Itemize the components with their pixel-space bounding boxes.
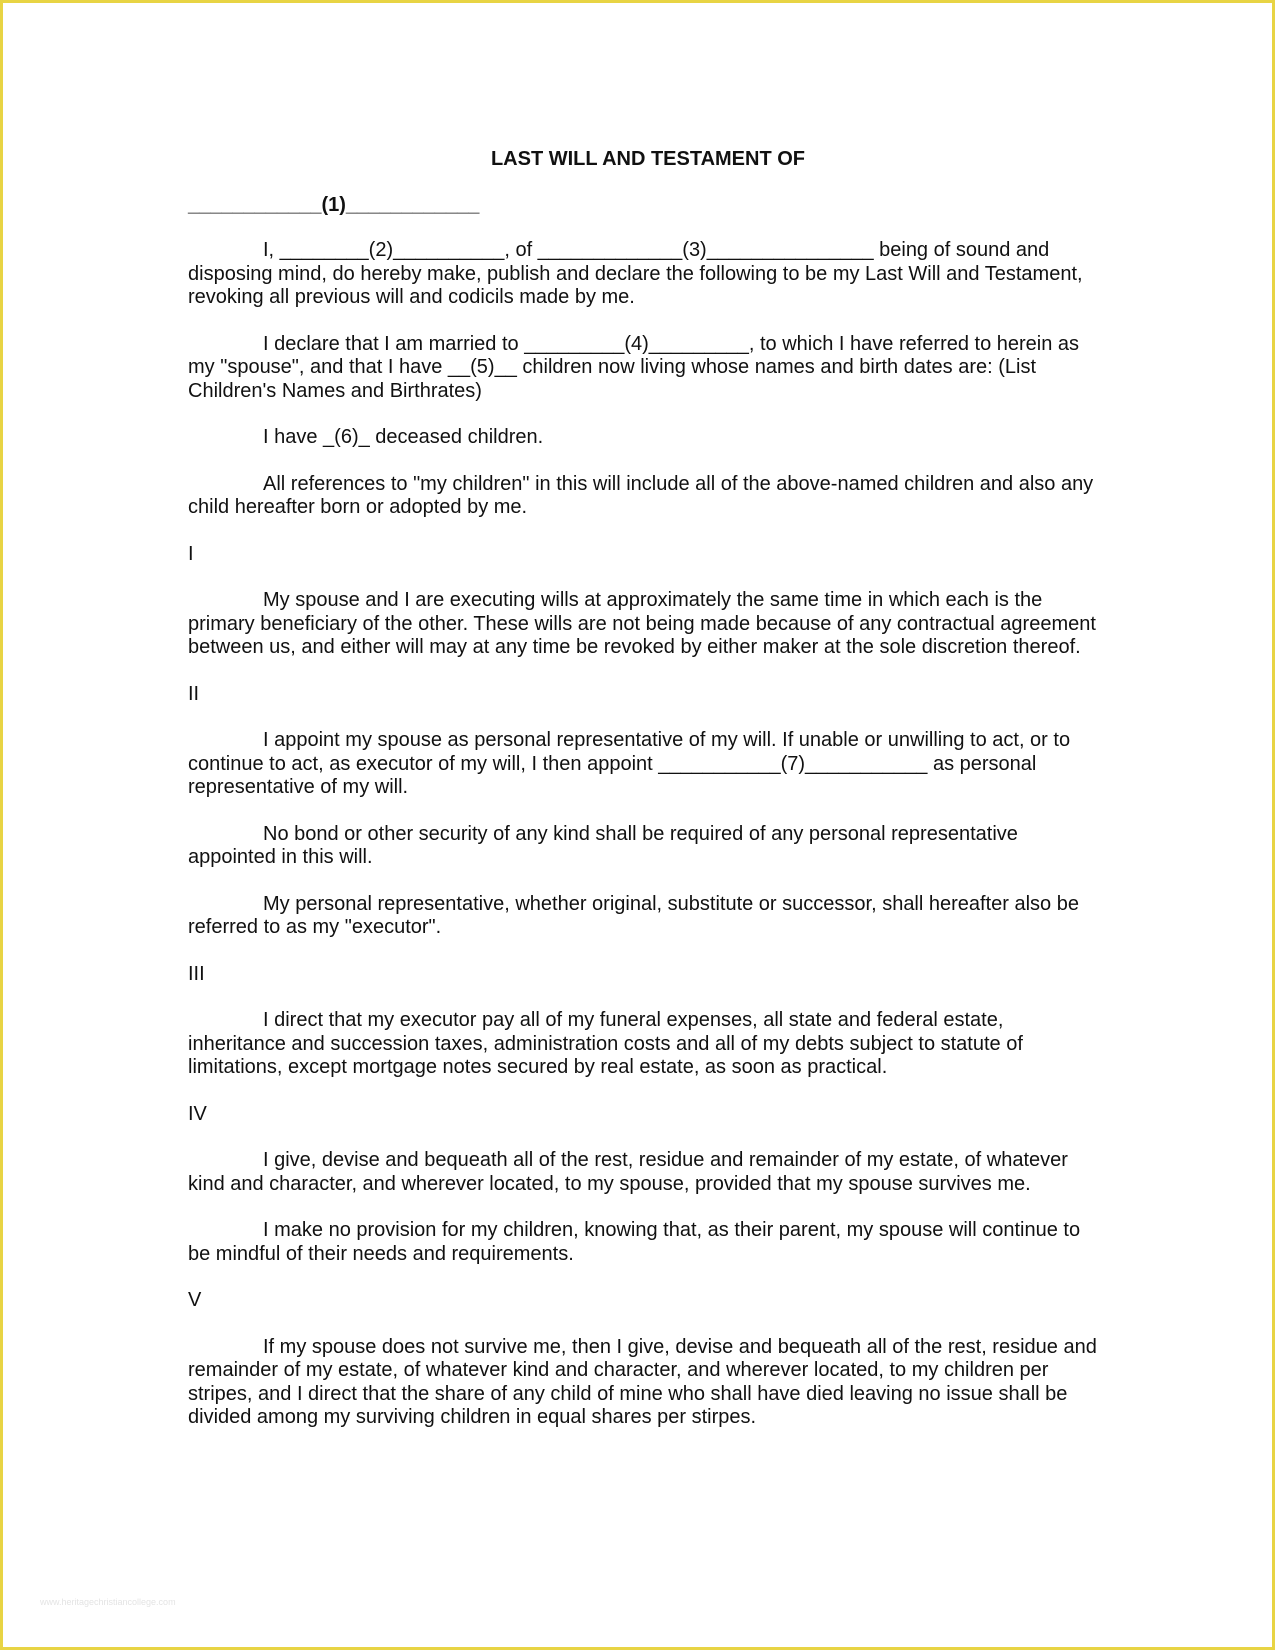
paragraph-appoint-representative: I appoint my spouse as personal representative of my will. If unable or unwilling to act, or to continue to act, as executor of my will, I then appoint ___________(7)___________ as personal representative of my will. xyxy=(188,729,1071,798)
document-page xyxy=(188,148,1100,1453)
watermark: www.heritagechristiancollege.com xyxy=(40,1597,176,1607)
paragraph-no-provision-children: I make no provision for my children, knowing that, as their parent, my spouse will continue to be mindful of their needs and requirements. xyxy=(188,1219,1081,1265)
paragraph-executor-definition: My personal representative, whether original, substitute or successor, shall hereafter also be referred to as my "executor". xyxy=(188,892,1079,938)
section-heading-3: III xyxy=(188,962,205,985)
paragraph-no-bond: No bond or other security of any kind shall be required of any personal representative appointed in this will. xyxy=(188,822,1018,868)
section-heading-5: V xyxy=(188,1289,202,1311)
paragraph-declaration: I, ________(2)__________, of _____________(3)_______________ being of sound and disposing mind, do hereby make, publish and declare the following to be my Last Will and Testament, revoking all previous will and codicils made by me. xyxy=(188,239,1083,308)
paragraph-deceased-children: I have _(6)_ deceased children. xyxy=(263,426,544,448)
section-heading-4: IV xyxy=(188,1102,207,1125)
section-heading-2: II xyxy=(188,682,200,705)
paragraph-children-references: All references to "my children" in this will include all of the above-named children and also any child hereafter born or adopted by me. xyxy=(188,472,1094,518)
paragraph-bequest-spouse: I give, devise and bequeath all of the rest, residue and remainder of my estate, of whatever kind and character, and wherever located, to my spouse, provided that my spouse survives me. xyxy=(188,1149,1068,1195)
document-title: LAST WILL AND TESTAMENT OF xyxy=(490,148,806,170)
section-heading-1: I xyxy=(188,542,194,565)
paragraph-debts: I direct that my executor pay all of my funeral expenses, all state and federal estate, inheritance and succession taxes, administration costs and all of my debts subject to statute of limitations, except mortgage notes secured by real estate, as soon as practical. xyxy=(188,1009,1023,1078)
paragraph-mutual-wills: My spouse and I are executing wills at approximately the same time in which each is the primary beneficiary of the other. These wills are not being made because of any contractual agreement between us, and either will may at any time be revoked by either maker at the sole discretion thereof. xyxy=(188,589,1096,658)
paragraph-bequest-children: If my spouse does not survive me, then I give, devise and bequeath all of the rest, residue and remainder of my estate, of whatever kind and character, and wherever located, to my children per stripes, and I direct that the share of any child of mine who shall have died leaving no issue shall be divided among my surviving children in equal shares per stirpes. xyxy=(188,1335,1097,1428)
testator-name-line: ____________(1)____________ xyxy=(188,193,480,216)
paragraph-marriage: I declare that I am married to _________(4)_________, to which I have referred to herein as my "spouse", and that I have __(5)__ children now living whose names and birth dates are: (List Children's Names and Birthrates) xyxy=(188,332,1080,402)
